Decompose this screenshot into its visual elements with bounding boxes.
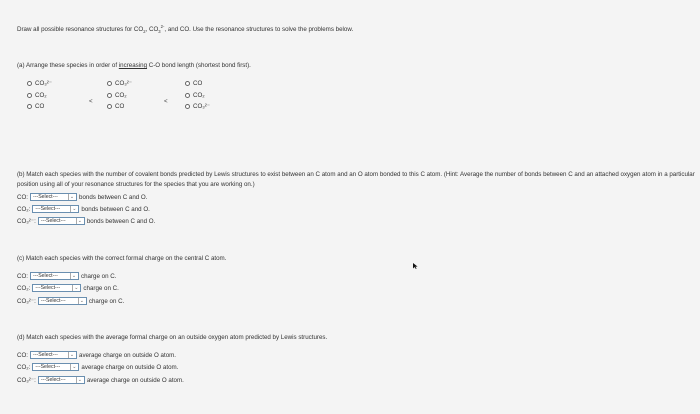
part-d-row: CO: ---Select--- ⌄ average charge on outside O atom.	[17, 351, 177, 359]
part-c-row: CO₃²⁻: ---Select--- ⌄ charge on C.	[17, 297, 125, 305]
radio-button[interactable]	[27, 93, 32, 98]
part-d-row: CO₃²⁻: ---Select--- ⌄ average charge on outside O atom.	[17, 376, 184, 384]
select-dropdown[interactable]: ---Select--- ⌄	[38, 376, 85, 384]
radio-option[interactable]: CO₂	[185, 90, 210, 102]
part-a-question: (a) Arrange these species in order of increasing C-O bond length (shortest bond first).	[17, 62, 251, 69]
chevron-down-icon: ⌄	[72, 364, 77, 370]
part-b-row: CO₃²⁻: ---Select--- ⌄ bonds between C and O.	[17, 217, 156, 225]
part-b-row: CO₂: ---Select--- ⌄ bonds between C and O.	[17, 205, 150, 213]
select-dropdown[interactable]: ---Select--- ⌄	[38, 217, 85, 225]
radio-option[interactable]: CO₃²⁻	[107, 78, 132, 90]
select-dropdown[interactable]: ---Select--- ⌄	[32, 363, 79, 371]
part-b-question: (b) Match each species with the number of covalent bonds predicted by Lewis structures to exist between an C atom and an O atom bonded to this C atom. (Hint: Average the number of bonds between C and an attached oxygen atom in a particular position using all of your resonance structures for the species that you are working on.)	[17, 171, 695, 188]
chevron-down-icon: ⌄	[69, 352, 75, 358]
chevron-down-icon: ⌄	[79, 298, 84, 304]
radio-button[interactable]	[107, 81, 112, 86]
select-dropdown[interactable]: ---Select--- ⌄	[30, 272, 79, 280]
select-dropdown[interactable]: ---Select--- ⌄	[32, 205, 79, 213]
radio-option[interactable]: CO₃²⁻	[27, 78, 52, 90]
mouse-cursor-icon	[413, 263, 419, 269]
intro-text: Draw all possible resonance structures for $CO_2$, $CO_3^{2-}$, and CO. Use the resonance structures to solve the problems below.	[17, 23, 354, 35]
part-d-question: (d) Match each species with the average formal charge on an outside oxygen atom predicted by Lewis structures.	[17, 334, 328, 341]
part-c-question: (c) Match each species with the correct formal charge on the central C atom.	[17, 255, 227, 262]
chevron-down-icon: ⌄	[69, 194, 75, 200]
less-than-sign: <	[164, 98, 168, 105]
radio-option[interactable]: CO	[107, 101, 132, 113]
chevron-down-icon: ⌄	[77, 377, 82, 383]
part-c-row: CO: ---Select--- ⌄ charge on C.	[17, 272, 117, 280]
radio-button[interactable]	[185, 81, 190, 86]
chevron-down-icon: ⌄	[77, 218, 82, 224]
select-dropdown[interactable]: ---Select--- ⌄	[32, 284, 81, 292]
part-b-row: CO: ---Select--- ⌄ bonds between C and O.	[17, 193, 148, 201]
ranking-column-1	[27, 78, 52, 113]
select-dropdown[interactable]: ---Select--- ⌄	[38, 297, 87, 305]
radio-button[interactable]	[185, 93, 190, 98]
radio-button[interactable]	[185, 104, 190, 109]
ranking-column-2	[107, 78, 132, 113]
part-c-row: CO₂: ---Select--- ⌄ charge on C.	[17, 284, 119, 292]
less-than-sign: <	[89, 98, 93, 105]
radio-option[interactable]: CO	[185, 78, 210, 90]
radio-button[interactable]	[107, 104, 112, 109]
radio-button[interactable]	[27, 81, 32, 86]
radio-option[interactable]: CO	[27, 101, 52, 113]
radio-button[interactable]	[107, 93, 112, 98]
ranking-column-3	[185, 78, 210, 113]
radio-button[interactable]	[27, 104, 32, 109]
select-dropdown[interactable]: ---Select--- ⌄	[30, 193, 77, 201]
radio-option[interactable]: CO₂	[27, 90, 52, 102]
chevron-down-icon: ⌄	[72, 206, 77, 212]
radio-option[interactable]: CO₃²⁻	[185, 101, 210, 113]
chevron-down-icon: ⌄	[71, 273, 77, 279]
part-d-row: CO₂: ---Select--- ⌄ average charge on outside O atom.	[17, 363, 179, 371]
chevron-down-icon: ⌄	[74, 285, 79, 291]
radio-option[interactable]: CO₂	[107, 90, 132, 102]
select-dropdown[interactable]: ---Select--- ⌄	[30, 351, 77, 359]
